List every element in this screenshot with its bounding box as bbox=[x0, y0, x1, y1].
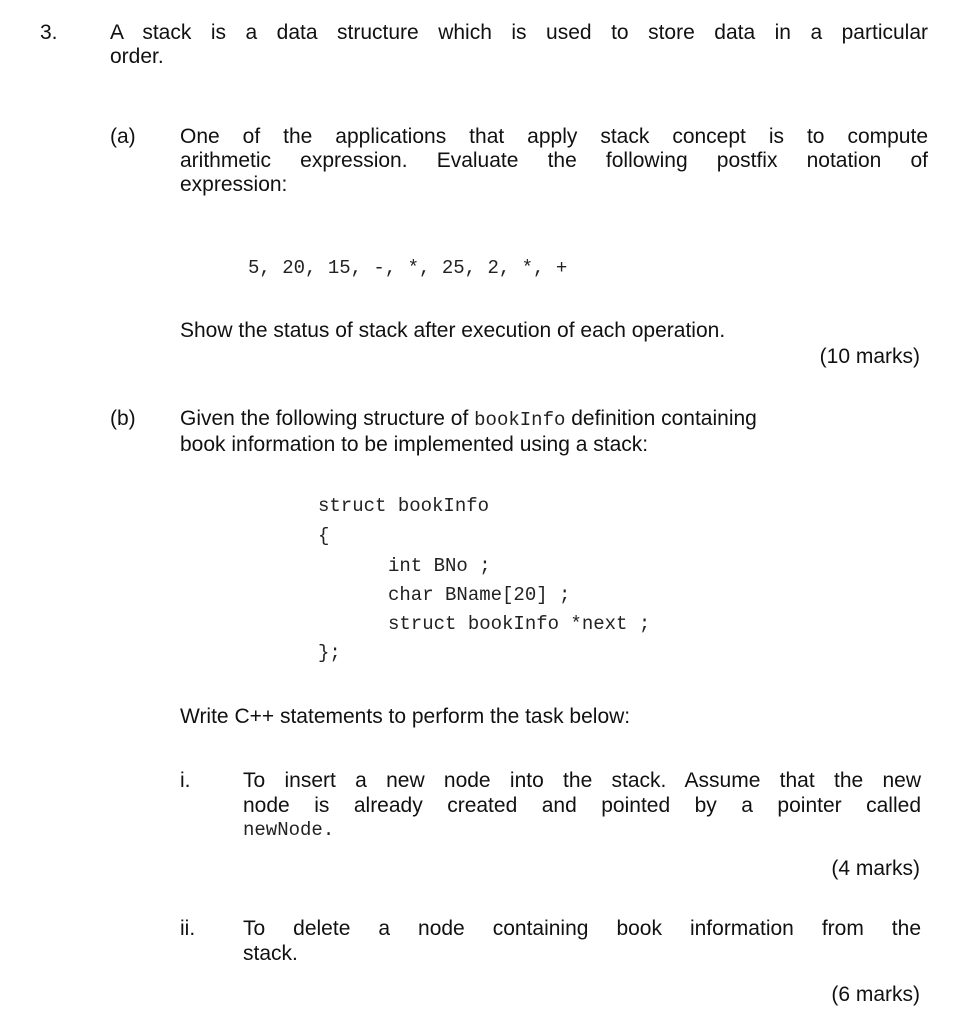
part-b-text: Given the following structure of bookInfo definition containing bbox=[180, 407, 757, 431]
subpart-i-text: To insert a new node into the stack. Assume that the new bbox=[243, 769, 921, 792]
code-line: struct bookInfo *next ; bbox=[388, 613, 651, 635]
code-line: struct bookInfo bbox=[318, 495, 490, 517]
marks: (10 marks) bbox=[819, 345, 920, 368]
subpart-i-code: newNode. bbox=[243, 819, 335, 841]
code-line: }; bbox=[318, 642, 341, 664]
marks: (4 marks) bbox=[831, 857, 920, 880]
subpart-i-label: i. bbox=[180, 769, 191, 792]
intro-line: A stack is a data structure which is used to store data in a particular bbox=[110, 21, 928, 44]
subpart-i-text: node is already created and pointed by a pointer called bbox=[243, 794, 921, 817]
part-a-text: expression: bbox=[180, 173, 288, 196]
subpart-ii-text: stack. bbox=[243, 942, 298, 965]
code-line: { bbox=[318, 525, 330, 547]
part-a-text: One of the applications that apply stack concept is to compute bbox=[180, 125, 928, 148]
code-line: char BName[20] ; bbox=[388, 584, 571, 606]
question-number: 3. bbox=[40, 21, 58, 44]
subpart-ii-label: ii. bbox=[180, 917, 196, 940]
instruction: Write C++ statements to perform the task below: bbox=[180, 705, 631, 728]
postfix-expression: 5, 20, 15, -, *, 25, 2, *, + bbox=[248, 257, 568, 279]
part-b-label: (b) bbox=[110, 407, 136, 430]
part-a-text: arithmetic expression. Evaluate the following postfix notation of bbox=[180, 149, 928, 172]
subpart-ii-text: To delete a node containing book information from the bbox=[243, 917, 921, 940]
code-line: int BNo ; bbox=[388, 555, 491, 577]
part-a-label: (a) bbox=[110, 125, 136, 148]
part-a-task: Show the status of stack after execution of each operation. bbox=[180, 319, 726, 342]
marks: (6 marks) bbox=[831, 983, 920, 1006]
part-b-text: book information to be implemented using a stack: bbox=[180, 433, 649, 456]
intro-line: order. bbox=[110, 45, 164, 68]
